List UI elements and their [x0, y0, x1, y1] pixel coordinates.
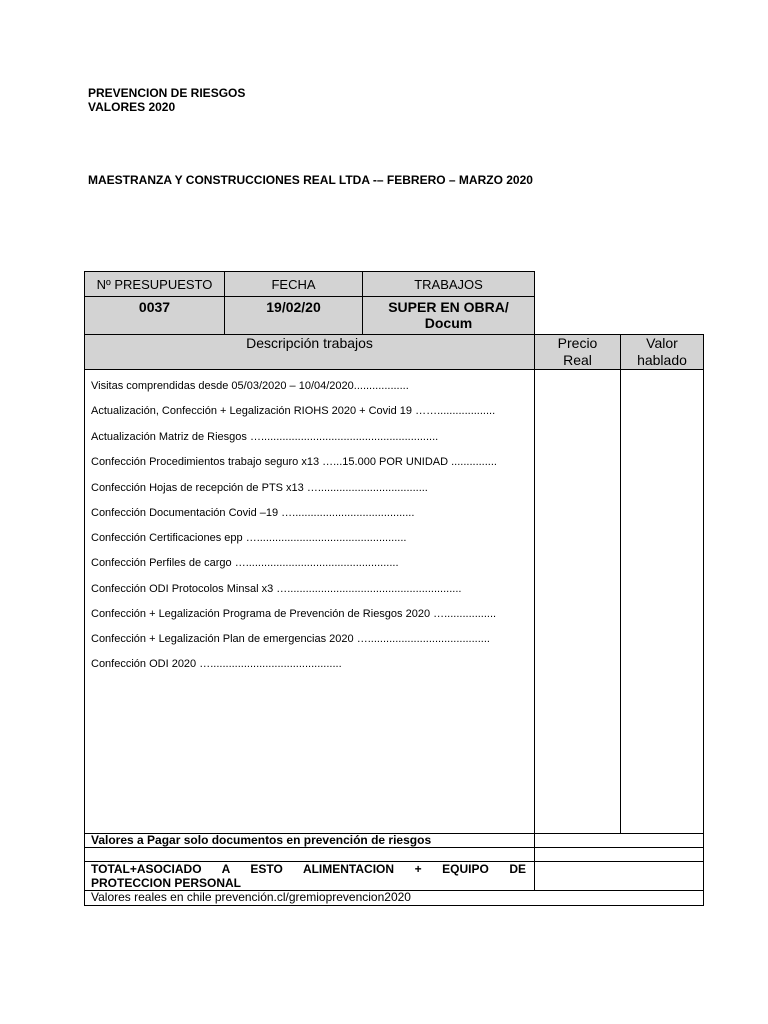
list-item: Confección Documentación Covid –19 …........................................ — [91, 507, 415, 519]
trabajos-value-line2: Docum — [424, 315, 473, 331]
total-line2: PROTECCION PERSONAL — [91, 876, 242, 890]
spacer-row-value — [534, 847, 704, 862]
doc-subtitle: VALORES 2020 — [88, 100, 176, 114]
company-heading: MAESTRANZA Y CONSTRUCCIONES REAL LTDA -– FEBRERO – MARZO 2020 — [88, 173, 533, 187]
footer-note: Valores reales en chile prevención.cl/gremioprevencion2020 — [84, 890, 704, 906]
precio-line2: Real — [563, 352, 592, 368]
list-item: Confección + Legalización Programa de Prevención de Riesgos 2020 …................. — [91, 608, 497, 620]
header-trabajos: TRABAJOS — [362, 271, 535, 297]
header-fecha: FECHA — [224, 271, 363, 297]
precio-line1: Precio — [557, 335, 598, 351]
fecha-value: 19/02/20 — [224, 296, 363, 335]
total-row — [84, 861, 535, 891]
total-row-value — [534, 861, 704, 891]
list-item: Visitas comprendidas desde 05/03/2020 – 10/04/2020.................. — [91, 380, 409, 392]
list-item: Actualización Matriz de Riesgos ….......................................................... — [91, 431, 439, 443]
header-valor-hablado — [620, 334, 704, 370]
spacer-row — [84, 847, 535, 862]
trabajos-value — [362, 296, 535, 335]
list-item: Confección Hojas de recepción de PTS x13 ….................................... — [91, 482, 428, 494]
documents-row: Valores a Pagar solo documentos en prevención de riesgos — [84, 833, 535, 848]
list-item: Confección Procedimientos trabajo seguro x13 …...15.000 POR UNIDAD ............... — [91, 456, 497, 468]
list-item: Confección + Legalización Plan de emergencias 2020 …........................................ — [91, 633, 490, 645]
trabajos-value-line1: SUPER EN OBRA/ — [388, 299, 509, 315]
valor-hablado-column — [620, 369, 704, 834]
doc-title: PREVENCION DE RIESGOS — [88, 86, 246, 100]
header-presupuesto: Nº PRESUPUESTO — [84, 271, 225, 297]
header-descripcion: Descripción trabajos — [84, 334, 535, 370]
documents-row-value — [534, 833, 704, 848]
list-item: Confección Perfiles de cargo ….................................................. — [91, 557, 399, 569]
valor-line2: hablado — [637, 352, 687, 368]
header-precio-real — [534, 334, 621, 370]
total-line1: TOTAL+ASOCIADO A ESTO ALIMENTACION + EQUIPO DE — [91, 862, 526, 876]
items-cell — [84, 369, 535, 834]
list-item: Confección Certificaciones epp …................................................. — [91, 532, 407, 544]
list-item: Confección ODI 2020 …........................................... — [91, 658, 342, 670]
precio-real-column — [534, 369, 621, 834]
valor-line1: Valor — [646, 335, 678, 351]
list-item: Confección ODI Protocolos Minsal x3 …......................................................... — [91, 583, 462, 595]
presupuesto-value: 0037 — [84, 296, 225, 335]
list-item: Actualización, Confección + Legalización RIOHS 2020 + Covid 19 ……................... — [91, 405, 496, 417]
